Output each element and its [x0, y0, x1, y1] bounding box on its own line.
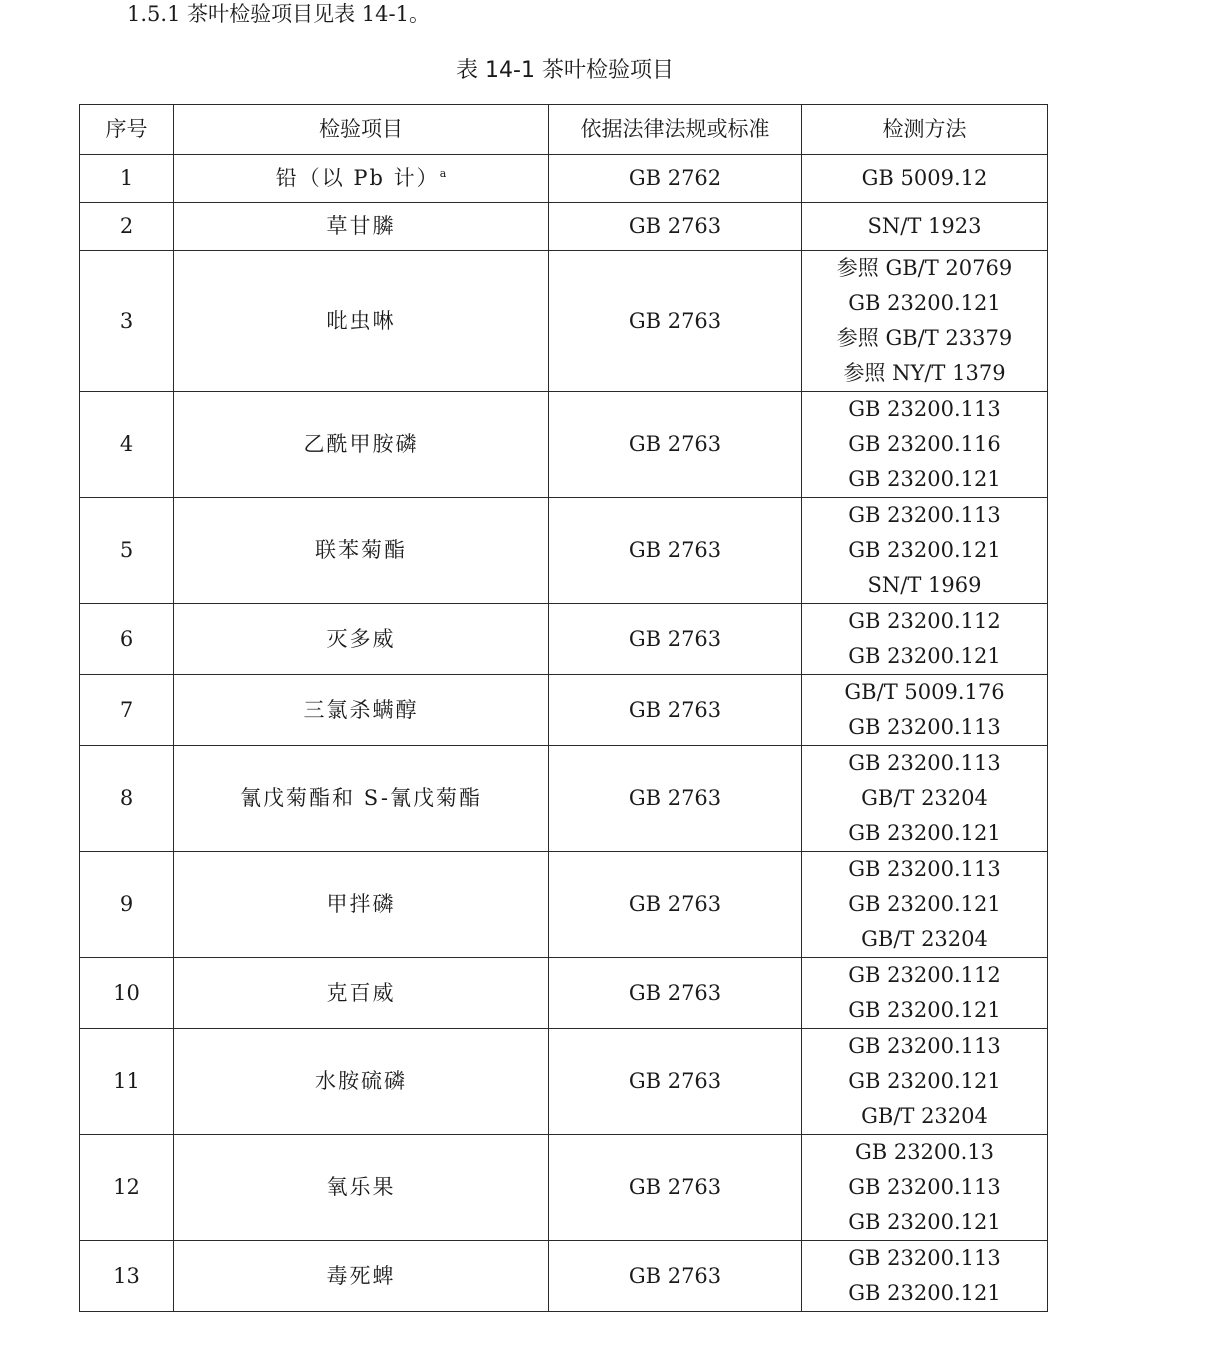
- row-number: 12: [80, 1135, 174, 1241]
- header-no: 序号: [80, 105, 174, 155]
- inspection-item-label: 灭多威: [326, 626, 396, 651]
- test-method: GB 23200.121: [848, 821, 1001, 845]
- test-methods: [802, 675, 1048, 746]
- test-method: 参照 GB/T 20769: [836, 256, 1013, 280]
- inspection-item-label: 克百威: [326, 980, 396, 1005]
- test-method: GB/T 5009.176: [844, 680, 1005, 704]
- table-row: [80, 1135, 1048, 1241]
- legal-basis: GB 2763: [549, 251, 802, 392]
- table-row: [80, 1241, 1048, 1312]
- table-title: 表 14-1 茶叶检验项目: [456, 58, 674, 83]
- legal-basis: GB 2762: [549, 155, 802, 203]
- test-methods: [802, 203, 1048, 251]
- table-header: [80, 105, 1048, 155]
- inspection-item: [174, 498, 549, 604]
- test-method: GB 23200.113: [848, 1246, 1001, 1270]
- row-number: 3: [80, 251, 174, 392]
- header-basis: 依据法律法规或标准: [549, 105, 802, 155]
- row-number: 5: [80, 498, 174, 604]
- row-number: 1: [80, 155, 174, 203]
- test-method: SN/T 1969: [867, 573, 982, 597]
- legal-basis: GB 2763: [549, 498, 802, 604]
- inspection-item-label: 联苯菊酯: [315, 538, 407, 562]
- inspection-item-label: 草甘膦: [326, 214, 396, 238]
- test-method: GB 23200.121: [848, 892, 1001, 916]
- test-method: GB 23200.116: [848, 432, 1001, 456]
- test-method: GB 23200.121: [848, 1069, 1001, 1093]
- inspection-item: [174, 203, 549, 251]
- legal-basis: GB 2763: [549, 604, 802, 675]
- row-number: 6: [80, 604, 174, 675]
- row-number: 11: [80, 1029, 174, 1135]
- inspection-item-label: 乙酰甲胺磷: [303, 432, 419, 456]
- test-method: 参照 NY/T 1379: [843, 361, 1006, 385]
- row-number: 8: [80, 746, 174, 852]
- test-method: GB 23200.113: [848, 1175, 1001, 1199]
- table-row: [80, 958, 1048, 1029]
- test-methods: [802, 251, 1048, 392]
- test-method: SN/T 1923: [867, 214, 982, 238]
- test-methods: [802, 958, 1048, 1029]
- intro-text: 1.5.1 茶叶检验项目见表 14-1。: [127, 2, 430, 26]
- inspection-item: [174, 392, 549, 498]
- inspection-item: [174, 1135, 549, 1241]
- test-methods: [802, 852, 1048, 958]
- inspection-item: [174, 746, 549, 852]
- test-method: GB 23200.121: [848, 291, 1001, 315]
- test-method: GB 23200.121: [848, 1210, 1001, 1234]
- test-methods: [802, 155, 1048, 203]
- inspection-item: [174, 604, 549, 675]
- test-methods: [802, 1135, 1048, 1241]
- inspection-item: [174, 1029, 549, 1135]
- header-item: 检验项目: [174, 105, 549, 155]
- test-methods: [802, 746, 1048, 852]
- inspection-item-label: 氧乐果: [326, 1175, 396, 1199]
- footnote-marker: a: [439, 167, 447, 180]
- test-method: 参照 GB/T 23379: [836, 326, 1013, 350]
- legal-basis: GB 2763: [549, 1241, 802, 1312]
- table-row: [80, 675, 1048, 746]
- legal-basis: GB 2763: [549, 392, 802, 498]
- test-method: GB 23200.121: [848, 998, 1001, 1022]
- test-method: GB 23200.121: [848, 644, 1001, 668]
- inspection-item-label: 氰戊菊酯和 S-氰戊菊酯: [240, 786, 482, 810]
- header-row: [80, 105, 1048, 155]
- test-method: GB 23200.113: [848, 1034, 1001, 1058]
- table-row: [80, 1029, 1048, 1135]
- row-number: 2: [80, 203, 174, 251]
- test-method: GB/T 23204: [861, 927, 988, 951]
- inspection-item: [174, 1241, 549, 1312]
- row-number: 13: [80, 1241, 174, 1312]
- test-method: GB 23200.121: [848, 467, 1001, 491]
- legal-basis: GB 2763: [549, 675, 802, 746]
- row-number: 7: [80, 675, 174, 746]
- row-number: 9: [80, 852, 174, 958]
- test-methods: [802, 1029, 1048, 1135]
- table-row: [80, 155, 1048, 203]
- row-number: 4: [80, 392, 174, 498]
- test-methods: [802, 392, 1048, 498]
- table-row: [80, 203, 1048, 251]
- row-number: 10: [80, 958, 174, 1029]
- table-row: [80, 392, 1048, 498]
- inspection-item-label: 甲拌磷: [326, 892, 396, 916]
- inspection-item: [174, 852, 549, 958]
- table-row: [80, 604, 1048, 675]
- test-method: GB 23200.13: [854, 1140, 995, 1164]
- inspection-item-label: 吡虫啉: [326, 308, 396, 333]
- test-method: GB 23200.121: [848, 538, 1001, 562]
- inspection-item-label: 铅（以 Pb 计）: [275, 166, 440, 190]
- inspection-item-label: 水胺硫磷: [315, 1069, 407, 1093]
- test-methods: [802, 1241, 1048, 1312]
- test-methods: [802, 498, 1048, 604]
- test-method: GB 23200.113: [848, 751, 1001, 775]
- inspection-item: [174, 155, 549, 203]
- table-row: [80, 498, 1048, 604]
- test-method: GB 23200.121: [848, 1281, 1001, 1305]
- test-method: GB 23200.112: [848, 609, 1001, 633]
- table-row: [80, 852, 1048, 958]
- test-method: GB 23200.113: [848, 397, 1001, 421]
- table-row: [80, 251, 1048, 392]
- inspection-item: [174, 675, 549, 746]
- legal-basis: GB 2763: [549, 958, 802, 1029]
- legal-basis: GB 2763: [549, 203, 802, 251]
- legal-basis: GB 2763: [549, 1135, 802, 1241]
- inspection-item-label: 毒死蜱: [326, 1263, 396, 1288]
- legal-basis: GB 2763: [549, 1029, 802, 1135]
- test-method: GB 23200.112: [848, 963, 1001, 987]
- test-method: GB 23200.113: [848, 715, 1001, 739]
- test-method: GB 23200.113: [848, 857, 1001, 881]
- inspection-item: [174, 251, 549, 392]
- test-method: GB 5009.12: [861, 166, 988, 190]
- legal-basis: GB 2763: [549, 746, 802, 852]
- table-row: [80, 746, 1048, 852]
- test-method: GB/T 23204: [861, 786, 988, 810]
- test-method: GB/T 23204: [861, 1104, 988, 1128]
- test-method: GB 23200.113: [848, 503, 1001, 527]
- inspection-items-table: [79, 104, 1048, 1312]
- legal-basis: GB 2763: [549, 852, 802, 958]
- inspection-item-label: 三氯杀螨醇: [303, 697, 419, 722]
- test-methods: [802, 604, 1048, 675]
- inspection-item: [174, 958, 549, 1029]
- table-body: [80, 155, 1048, 1312]
- header-method: 检测方法: [802, 105, 1048, 155]
